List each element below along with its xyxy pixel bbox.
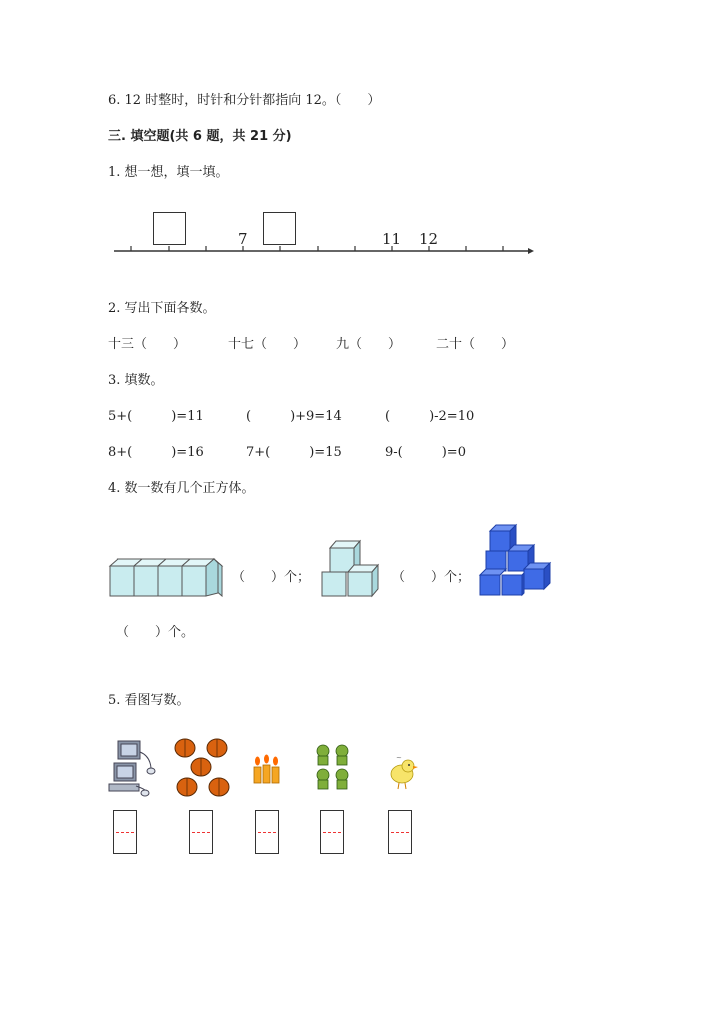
section-title: 三. 填空题(共 6 题，共 21 分) <box>108 129 292 144</box>
true-false-question-6: 6. 12 时整时，时针和分针都指向 12。（ ） <box>108 93 381 108</box>
problem-3-title: 3. 填数。 <box>108 373 164 388</box>
cube-count-blank: （ ）个； <box>392 570 471 585</box>
chinese-number-item: 二十（ ） <box>436 337 515 352</box>
chinese-number-item: 十七（ ） <box>228 337 307 352</box>
equation: 7+( )=15 <box>246 445 342 460</box>
answer-box[interactable] <box>189 810 213 854</box>
equation: 5+( )=11 <box>108 409 204 424</box>
problem-5-title: 5. 看图写数。 <box>108 693 190 708</box>
problem-4-title: 4. 数一数有几个正方体。 <box>108 481 255 496</box>
svg-text:~: ~ <box>396 754 402 762</box>
number-line-label: 11 <box>382 230 402 248</box>
number-line-label: 12 <box>419 230 439 248</box>
equation: 8+( )=16 <box>108 445 204 460</box>
cube-count-blank: （ ）个； <box>232 570 311 585</box>
equation: 9-( )=0 <box>385 445 466 460</box>
answer-box[interactable] <box>320 810 344 854</box>
number-line-label: 7 <box>238 230 248 248</box>
answer-box[interactable] <box>113 810 137 854</box>
equation: ( )+9=14 <box>246 409 342 424</box>
problem-2-title: 2. 写出下面各数。 <box>108 301 216 316</box>
chinese-number-item: 十三（ ） <box>108 337 187 352</box>
problem-1-title: 1. 想一想，填一填。 <box>108 165 229 180</box>
answer-box[interactable] <box>255 810 279 854</box>
cube-count-blank: （ ）个。 <box>116 625 195 640</box>
chinese-number-item: 九（ ） <box>336 337 402 352</box>
equation: ( )-2=10 <box>385 409 475 424</box>
answer-box[interactable] <box>388 810 412 854</box>
